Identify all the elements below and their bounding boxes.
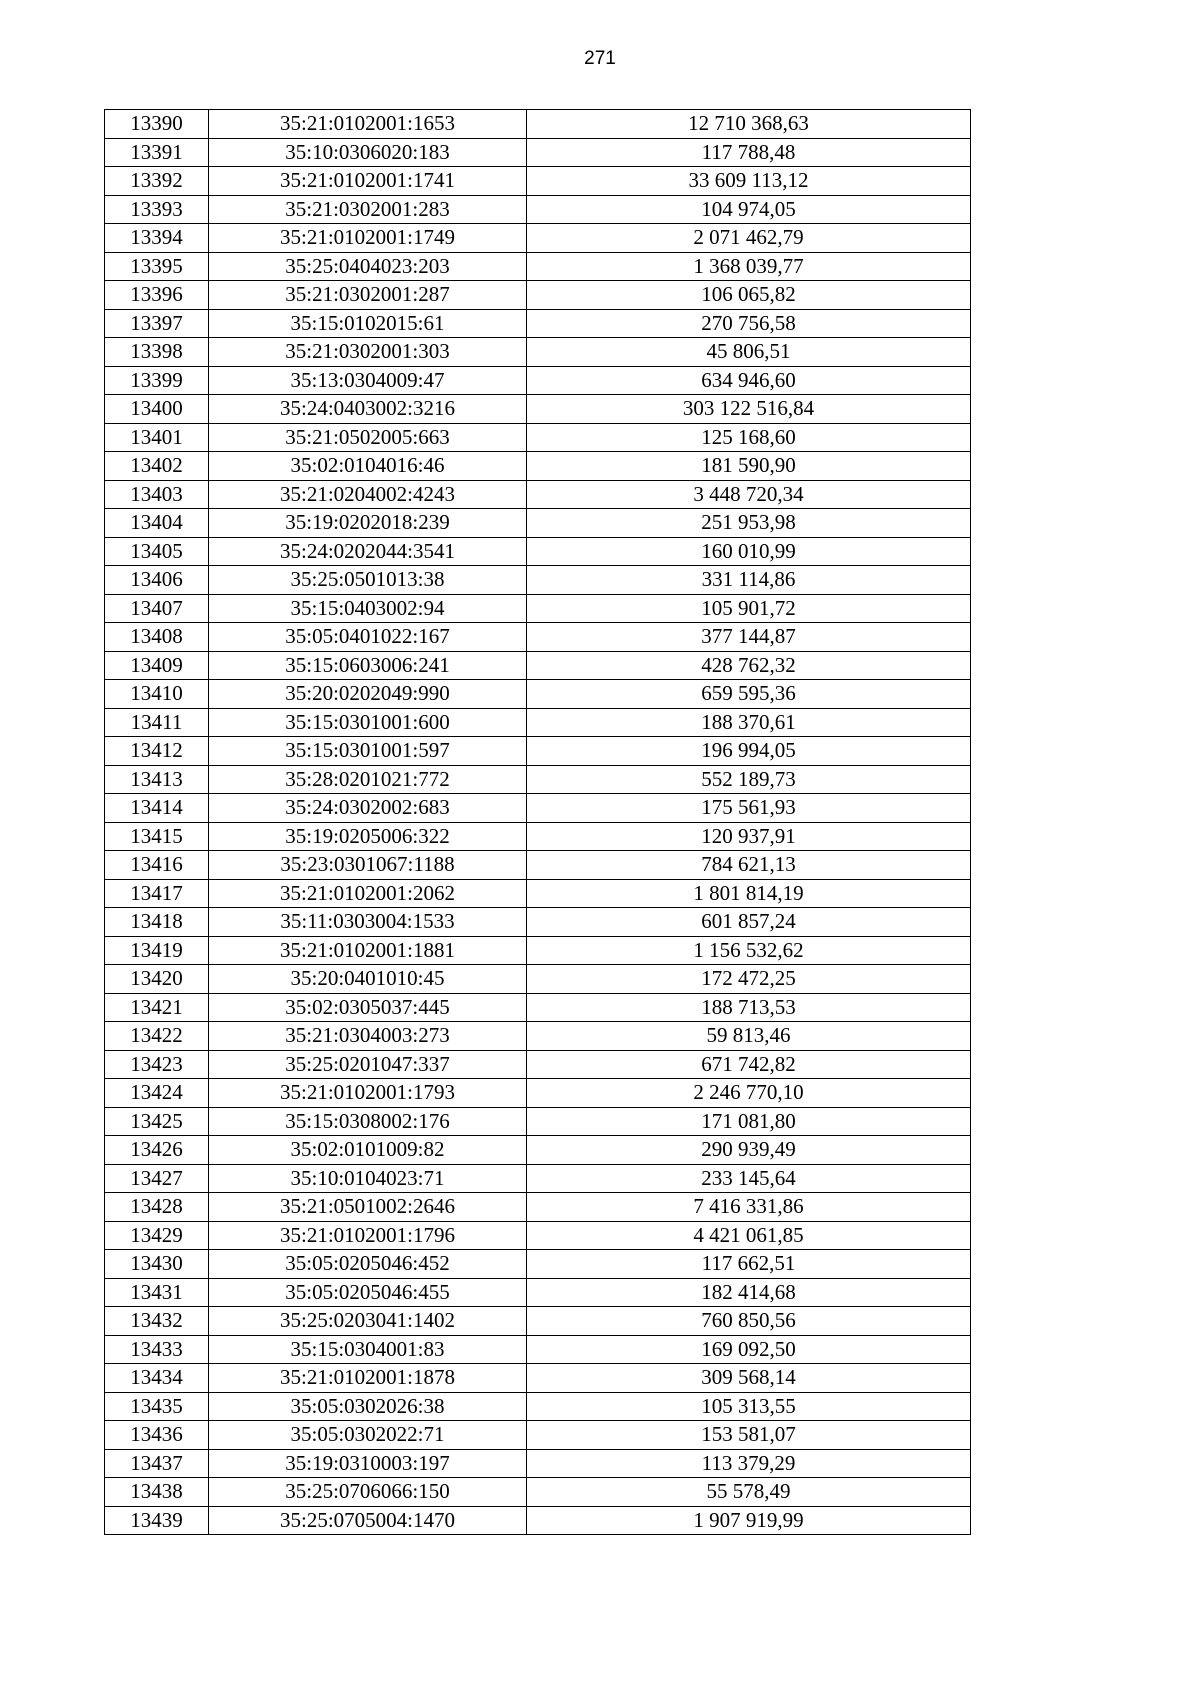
table-row [105,423,971,452]
cadastral-number-cell: 35:19:0310003:197 [209,1449,527,1478]
row-number-cell: 13433 [105,1335,209,1364]
cadastral-number-cell: 35:15:0301001:600 [209,708,527,737]
row-number-cell: 13432 [105,1307,209,1336]
row-number-cell: 13422 [105,1022,209,1051]
row-number-cell: 13390 [105,110,209,139]
row-number-cell: 13426 [105,1136,209,1165]
table-row [105,1392,971,1421]
row-number-cell: 13404 [105,509,209,538]
cadastral-value-cell: 1 368 039,77 [527,252,971,281]
cadastral-number-cell: 35:15:0304001:83 [209,1335,527,1364]
cadastral-number-cell: 35:05:0302022:71 [209,1421,527,1450]
table-row [105,566,971,595]
cadastral-number-cell: 35:21:0102001:1878 [209,1364,527,1393]
cadastral-number-cell: 35:19:0202018:239 [209,509,527,538]
cadastral-value-cell: 105 313,55 [527,1392,971,1421]
cadastral-value-cell: 106 065,82 [527,281,971,310]
table-row [105,1506,971,1535]
row-number-cell: 13401 [105,423,209,452]
row-number-cell: 13413 [105,765,209,794]
row-number-cell: 13393 [105,195,209,224]
cadastral-value-cell: 552 189,73 [527,765,971,794]
cadastral-number-cell: 35:21:0102001:2062 [209,879,527,908]
row-number-cell: 13424 [105,1079,209,1108]
row-number-cell: 13415 [105,822,209,851]
table-row [105,936,971,965]
table-row [105,366,971,395]
cadastral-number-cell: 35:21:0501002:2646 [209,1193,527,1222]
table-row [105,1335,971,1364]
cadastral-number-cell: 35:20:0202049:990 [209,680,527,709]
table-row [105,1193,971,1222]
row-number-cell: 13430 [105,1250,209,1279]
row-number-cell: 13428 [105,1193,209,1222]
row-number-cell: 13410 [105,680,209,709]
row-number-cell: 13412 [105,737,209,766]
cadastral-number-cell: 35:11:0303004:1533 [209,908,527,937]
cadastral-number-cell: 35:25:0501013:38 [209,566,527,595]
row-number-cell: 13408 [105,623,209,652]
cadastral-value-cell: 303 122 516,84 [527,395,971,424]
row-number-cell: 13425 [105,1107,209,1136]
cadastral-number-cell: 35:21:0102001:1796 [209,1221,527,1250]
cadastral-value-cell: 601 857,24 [527,908,971,937]
cadastral-value-cell: 117 788,48 [527,138,971,167]
table-row [105,908,971,937]
row-number-cell: 13417 [105,879,209,908]
cadastral-number-cell: 35:21:0304003:273 [209,1022,527,1051]
cadastral-value-cell: 2 246 770,10 [527,1079,971,1108]
row-number-cell: 13434 [105,1364,209,1393]
table-row [105,167,971,196]
row-number-cell: 13397 [105,309,209,338]
cadastral-number-cell: 35:28:0201021:772 [209,765,527,794]
cadastral-value-cell: 188 370,61 [527,708,971,737]
row-number-cell: 13411 [105,708,209,737]
row-number-cell: 13399 [105,366,209,395]
table-row [105,851,971,880]
row-number-cell: 13416 [105,851,209,880]
cadastral-value-cell: 117 662,51 [527,1250,971,1279]
table-body [105,110,971,1535]
cadastral-number-cell: 35:21:0102001:1749 [209,224,527,253]
table-row [105,537,971,566]
cadastral-value-cell: 172 472,25 [527,965,971,994]
table-row [105,1278,971,1307]
row-number-cell: 13421 [105,993,209,1022]
cadastral-number-cell: 35:05:0205046:452 [209,1250,527,1279]
row-number-cell: 13395 [105,252,209,281]
cadastral-value-cell: 428 762,32 [527,651,971,680]
cadastral-value-cell: 2 071 462,79 [527,224,971,253]
cadastral-value-cell: 290 939,49 [527,1136,971,1165]
cadastral-value-cell: 120 937,91 [527,822,971,851]
row-number-cell: 13405 [105,537,209,566]
table-row [105,195,971,224]
table-row [105,509,971,538]
row-number-cell: 13391 [105,138,209,167]
row-number-cell: 13407 [105,594,209,623]
cadastral-value-cell: 233 145,64 [527,1164,971,1193]
table-row [105,1421,971,1450]
cadastral-value-cell: 45 806,51 [527,338,971,367]
cadastral-value-cell: 125 168,60 [527,423,971,452]
cadastral-number-cell: 35:02:0101009:82 [209,1136,527,1165]
cadastral-number-cell: 35:02:0305037:445 [209,993,527,1022]
cadastral-value-cell: 377 144,87 [527,623,971,652]
row-number-cell: 13394 [105,224,209,253]
cadastral-number-cell: 35:05:0401022:167 [209,623,527,652]
table-row [105,1136,971,1165]
row-number-cell: 13438 [105,1478,209,1507]
cadastral-number-cell: 35:21:0102001:1881 [209,936,527,965]
cadastral-value-cell: 181 590,90 [527,452,971,481]
table-row [105,1364,971,1393]
row-number-cell: 13414 [105,794,209,823]
row-number-cell: 13427 [105,1164,209,1193]
cadastral-number-cell: 35:21:0302001:303 [209,338,527,367]
cadastral-value-cell: 169 092,50 [527,1335,971,1364]
row-number-cell: 13400 [105,395,209,424]
table-row [105,822,971,851]
cadastral-number-cell: 35:21:0102001:1793 [209,1079,527,1108]
cadastral-number-cell: 35:25:0705004:1470 [209,1506,527,1535]
cadastral-value-cell: 1 801 814,19 [527,879,971,908]
table-row [105,1250,971,1279]
cadastral-value-cell: 659 595,36 [527,680,971,709]
cadastral-number-cell: 35:15:0308002:176 [209,1107,527,1136]
cadastral-number-cell: 35:21:0302001:283 [209,195,527,224]
cadastral-number-cell: 35:25:0404023:203 [209,252,527,281]
cadastral-value-cell: 153 581,07 [527,1421,971,1450]
cadastral-number-cell: 35:15:0301001:597 [209,737,527,766]
table-row [105,965,971,994]
table-row [105,1164,971,1193]
table-row [105,281,971,310]
cadastral-number-cell: 35:05:0205046:455 [209,1278,527,1307]
row-number-cell: 13409 [105,651,209,680]
table-row [105,252,971,281]
cadastral-value-cell: 3 448 720,34 [527,480,971,509]
cadastral-value-cell: 59 813,46 [527,1022,971,1051]
cadastral-value-cell: 105 901,72 [527,594,971,623]
cadastral-value-cell: 331 114,86 [527,566,971,595]
row-number-cell: 13419 [105,936,209,965]
cadastral-value-table [104,109,971,1535]
cadastral-number-cell: 35:21:0102001:1741 [209,167,527,196]
row-number-cell: 13418 [105,908,209,937]
row-number-cell: 13435 [105,1392,209,1421]
cadastral-value-cell: 7 416 331,86 [527,1193,971,1222]
row-number-cell: 13439 [105,1506,209,1535]
row-number-cell: 13420 [105,965,209,994]
cadastral-number-cell: 35:25:0201047:337 [209,1050,527,1079]
table-row [105,993,971,1022]
row-number-cell: 13423 [105,1050,209,1079]
cadastral-value-cell: 33 609 113,12 [527,167,971,196]
table-row [105,623,971,652]
cadastral-number-cell: 35:21:0102001:1653 [209,110,527,139]
cadastral-value-cell: 113 379,29 [527,1449,971,1478]
cadastral-number-cell: 35:21:0502005:663 [209,423,527,452]
table-row [105,708,971,737]
table-row [105,737,971,766]
row-number-cell: 13392 [105,167,209,196]
cadastral-number-cell: 35:15:0102015:61 [209,309,527,338]
table-row [105,224,971,253]
table-row [105,1050,971,1079]
table-row [105,1221,971,1250]
cadastral-number-cell: 35:25:0203041:1402 [209,1307,527,1336]
cadastral-value-cell: 1 156 532,62 [527,936,971,965]
cadastral-number-cell: 35:24:0302002:683 [209,794,527,823]
table-row [105,651,971,680]
table-row [105,765,971,794]
cadastral-number-cell: 35:10:0306020:183 [209,138,527,167]
row-number-cell: 13436 [105,1421,209,1450]
cadastral-number-cell: 35:15:0403002:94 [209,594,527,623]
table-row [105,452,971,481]
cadastral-value-cell: 784 621,13 [527,851,971,880]
table-row [105,879,971,908]
cadastral-number-cell: 35:21:0302001:287 [209,281,527,310]
cadastral-number-cell: 35:23:0301067:1188 [209,851,527,880]
cadastral-value-cell: 309 568,14 [527,1364,971,1393]
table-row [105,594,971,623]
row-number-cell: 13429 [105,1221,209,1250]
cadastral-value-cell: 4 421 061,85 [527,1221,971,1250]
cadastral-value-cell: 1 907 919,99 [527,1506,971,1535]
cadastral-value-cell: 55 578,49 [527,1478,971,1507]
cadastral-number-cell: 35:13:0304009:47 [209,366,527,395]
cadastral-value-cell: 171 081,80 [527,1107,971,1136]
table-row [105,395,971,424]
cadastral-value-cell: 188 713,53 [527,993,971,1022]
cadastral-number-cell: 35:25:0706066:150 [209,1478,527,1507]
cadastral-number-cell: 35:02:0104016:46 [209,452,527,481]
cadastral-value-cell: 182 414,68 [527,1278,971,1307]
cadastral-number-cell: 35:21:0204002:4243 [209,480,527,509]
cadastral-number-cell: 35:24:0403002:3216 [209,395,527,424]
row-number-cell: 13398 [105,338,209,367]
cadastral-value-cell: 760 850,56 [527,1307,971,1336]
cadastral-value-cell: 634 946,60 [527,366,971,395]
cadastral-value-cell: 175 561,93 [527,794,971,823]
table-row [105,1307,971,1336]
table-row [105,1022,971,1051]
row-number-cell: 13396 [105,281,209,310]
table-row [105,1107,971,1136]
table-row [105,1079,971,1108]
cadastral-value-cell: 251 953,98 [527,509,971,538]
cadastral-number-cell: 35:10:0104023:71 [209,1164,527,1193]
page-number: 271 [584,48,616,69]
table-row [105,309,971,338]
row-number-cell: 13437 [105,1449,209,1478]
cadastral-value-cell: 160 010,99 [527,537,971,566]
table-row [105,794,971,823]
cadastral-number-cell: 35:05:0302026:38 [209,1392,527,1421]
cadastral-number-cell: 35:24:0202044:3541 [209,537,527,566]
row-number-cell: 13406 [105,566,209,595]
row-number-cell: 13403 [105,480,209,509]
cadastral-value-cell: 196 994,05 [527,737,971,766]
cadastral-value-cell: 671 742,82 [527,1050,971,1079]
row-number-cell: 13431 [105,1278,209,1307]
cadastral-value-cell: 12 710 368,63 [527,110,971,139]
cadastral-value-cell: 270 756,58 [527,309,971,338]
cadastral-number-cell: 35:15:0603006:241 [209,651,527,680]
row-number-cell: 13402 [105,452,209,481]
cadastral-number-cell: 35:20:0401010:45 [209,965,527,994]
cadastral-number-cell: 35:19:0205006:322 [209,822,527,851]
cadastral-value-cell: 104 974,05 [527,195,971,224]
table-row [105,110,971,139]
table-row [105,338,971,367]
table-row [105,138,971,167]
table-row [105,1449,971,1478]
table-row [105,1478,971,1507]
table-row [105,680,971,709]
table-row [105,480,971,509]
